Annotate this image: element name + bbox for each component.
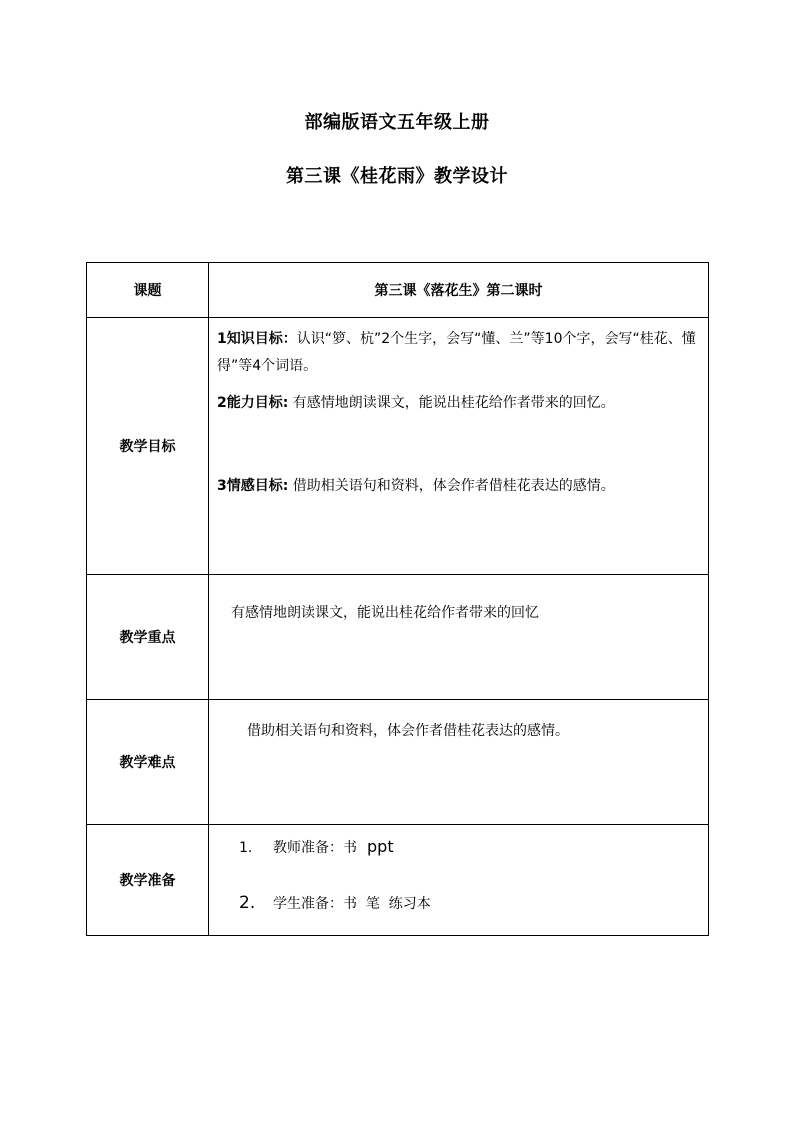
list-item (239, 837, 394, 857)
difficulties-text: 借助相关语句和资料，体会作者借桂花表达的感情。 (247, 723, 569, 739)
goal-knowledge (217, 326, 700, 380)
goal-ability-heading: 2能力目标: (217, 395, 289, 411)
key-points-label: 教学重点 (87, 575, 209, 700)
goal-emotion (217, 473, 700, 500)
topic-value: 第三课《落花生》第二课时 (209, 263, 709, 318)
goals-label: 教学目标 (87, 318, 209, 575)
table-row-difficulties (87, 700, 709, 825)
goal-emotion-heading: 3情感目标: (217, 478, 289, 494)
difficulties-cell (209, 700, 709, 825)
goal-emotion-text: 借助相关语句和资料，体会作者借桂花表达的感情。 (288, 478, 615, 494)
table-row-preparation (87, 825, 709, 936)
goal-ability-text: 有感情地朗读课文，能说出桂花给作者带来的回忆。 (288, 395, 615, 411)
table-row-topic (87, 263, 709, 318)
list-item-text: 教师准备：书 (273, 840, 357, 856)
goals-list (217, 326, 700, 500)
list-item-text: 学生准备：书 笔 练习本 (273, 896, 431, 912)
key-points-text: 有感情地朗读课文，能说出桂花给作者带来的回忆 (231, 605, 539, 621)
list-item-extra: ppt (367, 837, 394, 856)
preparation-cell (209, 825, 709, 936)
document-subtitle: 第三课《桂花雨》教学设计 (286, 166, 508, 187)
goal-knowledge-text: 认识“箩、杭”2个生字，会写“懂、兰”等10个字，会写“桂花、懂得”等4个词语。 (217, 331, 696, 374)
goal-knowledge-heading: 1知识目标： (217, 331, 297, 347)
key-points-cell (209, 575, 709, 700)
table-row-key-points (87, 575, 709, 700)
goal-ability (217, 390, 700, 417)
list-item-number: 2. (239, 893, 256, 913)
difficulties-label: 教学难点 (87, 700, 209, 825)
goals-cell (209, 318, 709, 575)
lesson-plan-table (86, 262, 709, 936)
table-row-goals (87, 318, 709, 575)
topic-label: 课题 (87, 263, 209, 318)
preparation-label: 教学准备 (87, 825, 209, 936)
list-item-number: 1. (239, 840, 253, 856)
list-item (239, 893, 431, 913)
document-title: 部编版语文五年级上册 (304, 112, 490, 133)
